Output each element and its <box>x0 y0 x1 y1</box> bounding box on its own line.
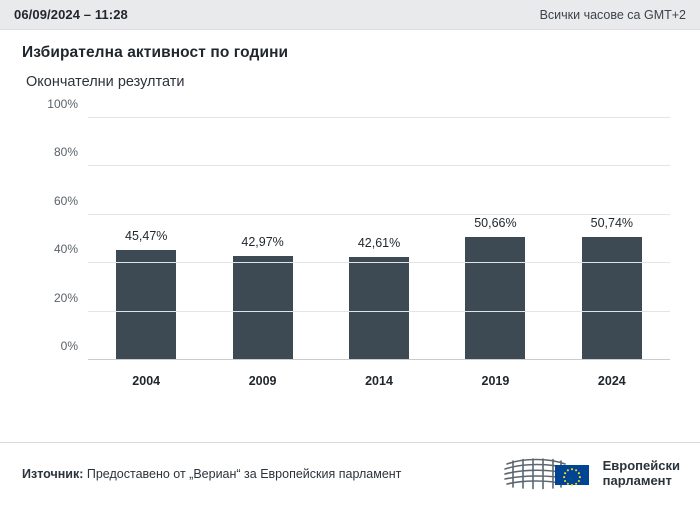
brand-line-1: Европейски <box>602 458 680 474</box>
bar-2004 <box>116 228 176 360</box>
chart-header <box>0 30 700 90</box>
x-axis-label-2009: 2009 <box>248 374 277 388</box>
bar-slot <box>321 118 437 360</box>
bar-slot <box>204 118 320 360</box>
bars-container <box>88 118 670 360</box>
x-axis-label-2024: 2024 <box>597 374 626 388</box>
page-title: Избирателна активност по години <box>22 44 289 61</box>
footer <box>0 443 700 505</box>
source-text: Предоставено от „Вериан“ за Европейския парламент <box>86 467 402 481</box>
gridline <box>88 117 670 118</box>
x-axis-label-2004: 2004 <box>132 374 161 388</box>
bar-value-label: 50,74% <box>590 216 634 231</box>
brand-name <box>603 459 680 488</box>
bar-chart <box>20 97 680 396</box>
bar-slot <box>88 118 204 360</box>
bar-value-label: 50,66% <box>474 216 517 231</box>
y-axis-tick-label: 60% <box>53 193 78 208</box>
source-note <box>22 467 401 481</box>
bar-value-label: 42,97% <box>241 235 284 250</box>
y-axis-tick-label: 100% <box>47 97 78 111</box>
gridline <box>88 311 670 312</box>
x-axis-label-2019: 2019 <box>481 374 510 388</box>
gridline <box>88 214 670 215</box>
european-parliament-logo <box>503 456 680 492</box>
top-status-bar <box>0 0 700 30</box>
x-axis-label-2014: 2014 <box>365 374 393 388</box>
bar-2019 <box>465 216 525 360</box>
bar-2014 <box>349 235 409 360</box>
bar-slot <box>554 118 670 360</box>
chart-subtitle: Окончателни резултати <box>26 74 185 90</box>
y-axis-tick-label: 20% <box>53 290 78 305</box>
bar-2024 <box>582 216 642 360</box>
brand-line-2: парламент <box>602 473 672 488</box>
gridline <box>88 262 670 263</box>
source-label: Източник: <box>22 467 84 481</box>
y-axis-tick-label: 0% <box>60 339 78 353</box>
parliament-emblem-icon <box>503 456 595 492</box>
bar-value-label: 42,61% <box>357 235 401 250</box>
y-axis-tick-label: 80% <box>53 145 78 160</box>
x-axis-labels <box>88 374 670 388</box>
timezone-note: Всички часове са GMT+2 <box>539 7 686 22</box>
datetime-label: 06/09/2024 – 11:28 <box>14 7 128 22</box>
bar-2009 <box>233 235 293 360</box>
bar-value-label: 45,47% <box>125 228 168 243</box>
gridline <box>88 359 670 360</box>
plot-area <box>47 97 670 360</box>
gridline <box>88 165 670 166</box>
bar-slot <box>437 118 553 360</box>
y-axis-tick-label: 40% <box>53 242 78 257</box>
